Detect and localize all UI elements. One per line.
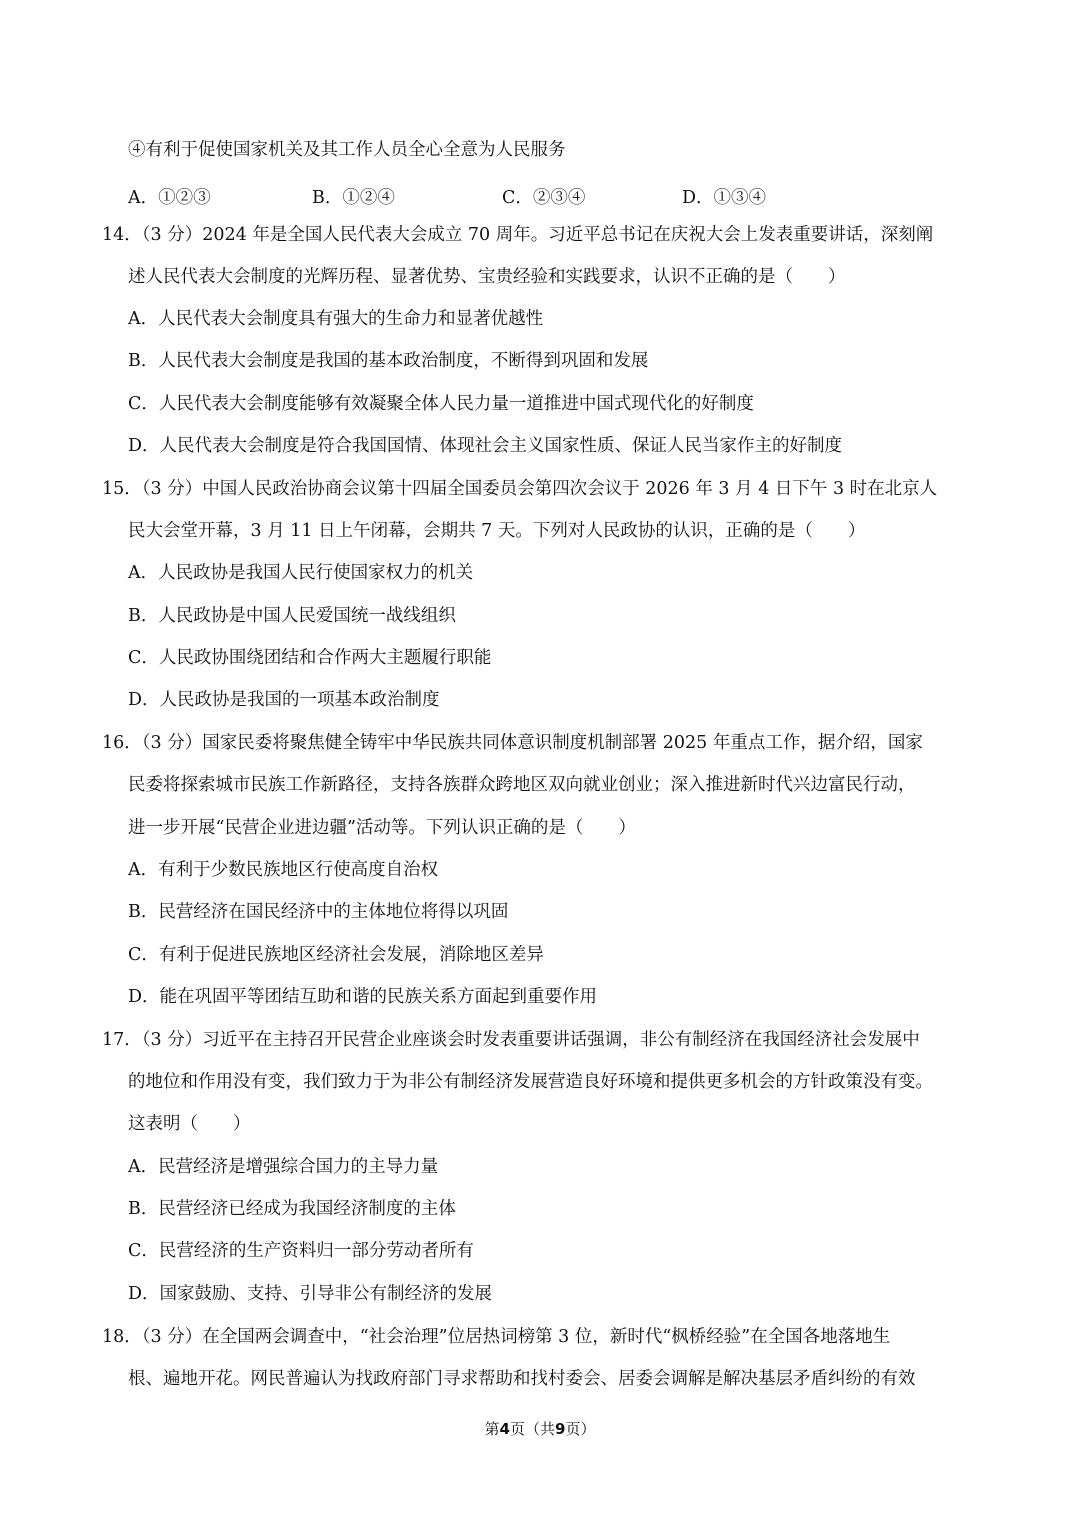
q14-option-d: D．人民代表大会制度是符合我国国情、体现社会主义国家性质、保证人民当家作主的好制度	[128, 436, 843, 456]
q16-stem-line-2: 民委将探索城市民族工作新路径，支持各族群众跨地区双向就业创业；深入推进新时代兴边富民行动，	[128, 775, 916, 795]
q15-stem-line-2: 民大会堂开幕，3 月 11 日上午闭幕，会期共 7 天。下列对人民政协的认识，正确的是（ ）	[128, 521, 866, 541]
q16-option-c: C．有利于促进民族地区经济社会发展，消除地区差异	[128, 945, 544, 965]
q17-stem-line-1: 17．（3 分）习近平在主持召开民营企业座谈会时发表重要讲话强调，非公有制经济在我国经济社会发展中	[102, 1030, 920, 1050]
q15-option-a: A．人民政协是我国人民行使国家权力的机关	[128, 563, 474, 583]
q14-stem-line-1: 14．（3 分）2024 年是全国人民代表大会成立 70 周年。习近平总书记在庆祝大会上发表重要讲话，深刻阐	[102, 225, 934, 245]
q18-stem-line-2: 根、遍地开花。网民普遍认为找政府部门寻求帮助和找村委会、居委会调解是解决基层矛盾纠纷的有效	[128, 1369, 916, 1389]
footer-middle: 页（共	[509, 1420, 555, 1438]
q13-option-a: A．①②③	[128, 188, 211, 208]
q16-stem-line-1: 16．（3 分）国家民委将聚焦健全铸牢中华民族共同体意识制度机制部署 2025 年重点工作，据介绍，国家	[102, 733, 923, 753]
q14-option-c: C．人民代表大会制度能够有效凝聚全体人民力量一道推进中国式现代化的好制度	[128, 394, 754, 414]
q17-stem-line-2: 的地位和作用没有变，我们致力于为非公有制经济发展营造良好环境和提供更多机会的方针政策没有变。	[128, 1072, 933, 1092]
q18-stem-line-1: 18．（3 分）在全国两会调查中，“社会治理”位居热词榜第 3 位，新时代“枫桥经验”在全国各地落地生	[102, 1327, 891, 1347]
q14-stem-line-2: 述人民代表大会制度的光辉历程、显著优势、宝贵经验和实践要求，认识不正确的是（ ）	[128, 267, 846, 287]
q15-stem-line-1: 15．（3 分）中国人民政治协商会议第十四届全国委员会第四次会议于 2026 年 3 月 4 日下午 3 时在北京人	[102, 479, 938, 499]
footer-prefix: 第	[484, 1420, 500, 1438]
footer-suffix: 页）	[565, 1420, 596, 1438]
footer-total-pages: 9	[555, 1420, 566, 1438]
q17-option-b: B．民营经济已经成为我国经济制度的主体	[128, 1199, 456, 1219]
q13-option-d: D．①③④	[682, 188, 767, 208]
page-footer	[0, 1418, 1080, 1439]
q16-option-b: B．民营经济在国民经济中的主体地位将得以巩固	[128, 902, 509, 922]
q15-option-d: D．人民政协是我国的一项基本政治制度	[128, 690, 440, 710]
q15-option-b: B．人民政协是中国人民爱国统一战线组织	[128, 606, 456, 626]
q14-option-b: B．人民代表大会制度是我国的基本政治制度，不断得到巩固和发展	[128, 351, 649, 371]
q13-item-4: ④有利于促使国家机关及其工作人员全心全意为人民服务	[128, 140, 566, 160]
q14-option-a: A．人民代表大会制度具有强大的生命力和显著优越性	[128, 309, 544, 329]
q17-stem-line-3: 这表明（ ）	[128, 1114, 251, 1134]
q17-option-a: A．民营经济是增强综合国力的主导力量	[128, 1157, 439, 1177]
q16-option-d: D．能在巩固平等团结互助和谐的民族关系方面起到重要作用	[128, 987, 598, 1007]
q15-option-c: C．人民政协围绕团结和合作两大主题履行职能	[128, 648, 492, 668]
q17-option-d: D．国家鼓励、支持、引导非公有制经济的发展	[128, 1284, 493, 1304]
q13-options	[128, 184, 928, 208]
q13-option-b: B．①②④	[312, 188, 395, 208]
q16-option-a: A．有利于少数民族地区行使高度自治权	[128, 860, 439, 880]
q17-option-c: C．民营经济的生产资料归一部分劳动者所有	[128, 1241, 474, 1261]
q16-stem-line-3: 进一步开展“民营企业进边疆”活动等。下列认识正确的是（ ）	[128, 818, 636, 838]
q13-option-c: C．②③④	[502, 188, 586, 208]
footer-page-number: 4	[499, 1420, 510, 1438]
